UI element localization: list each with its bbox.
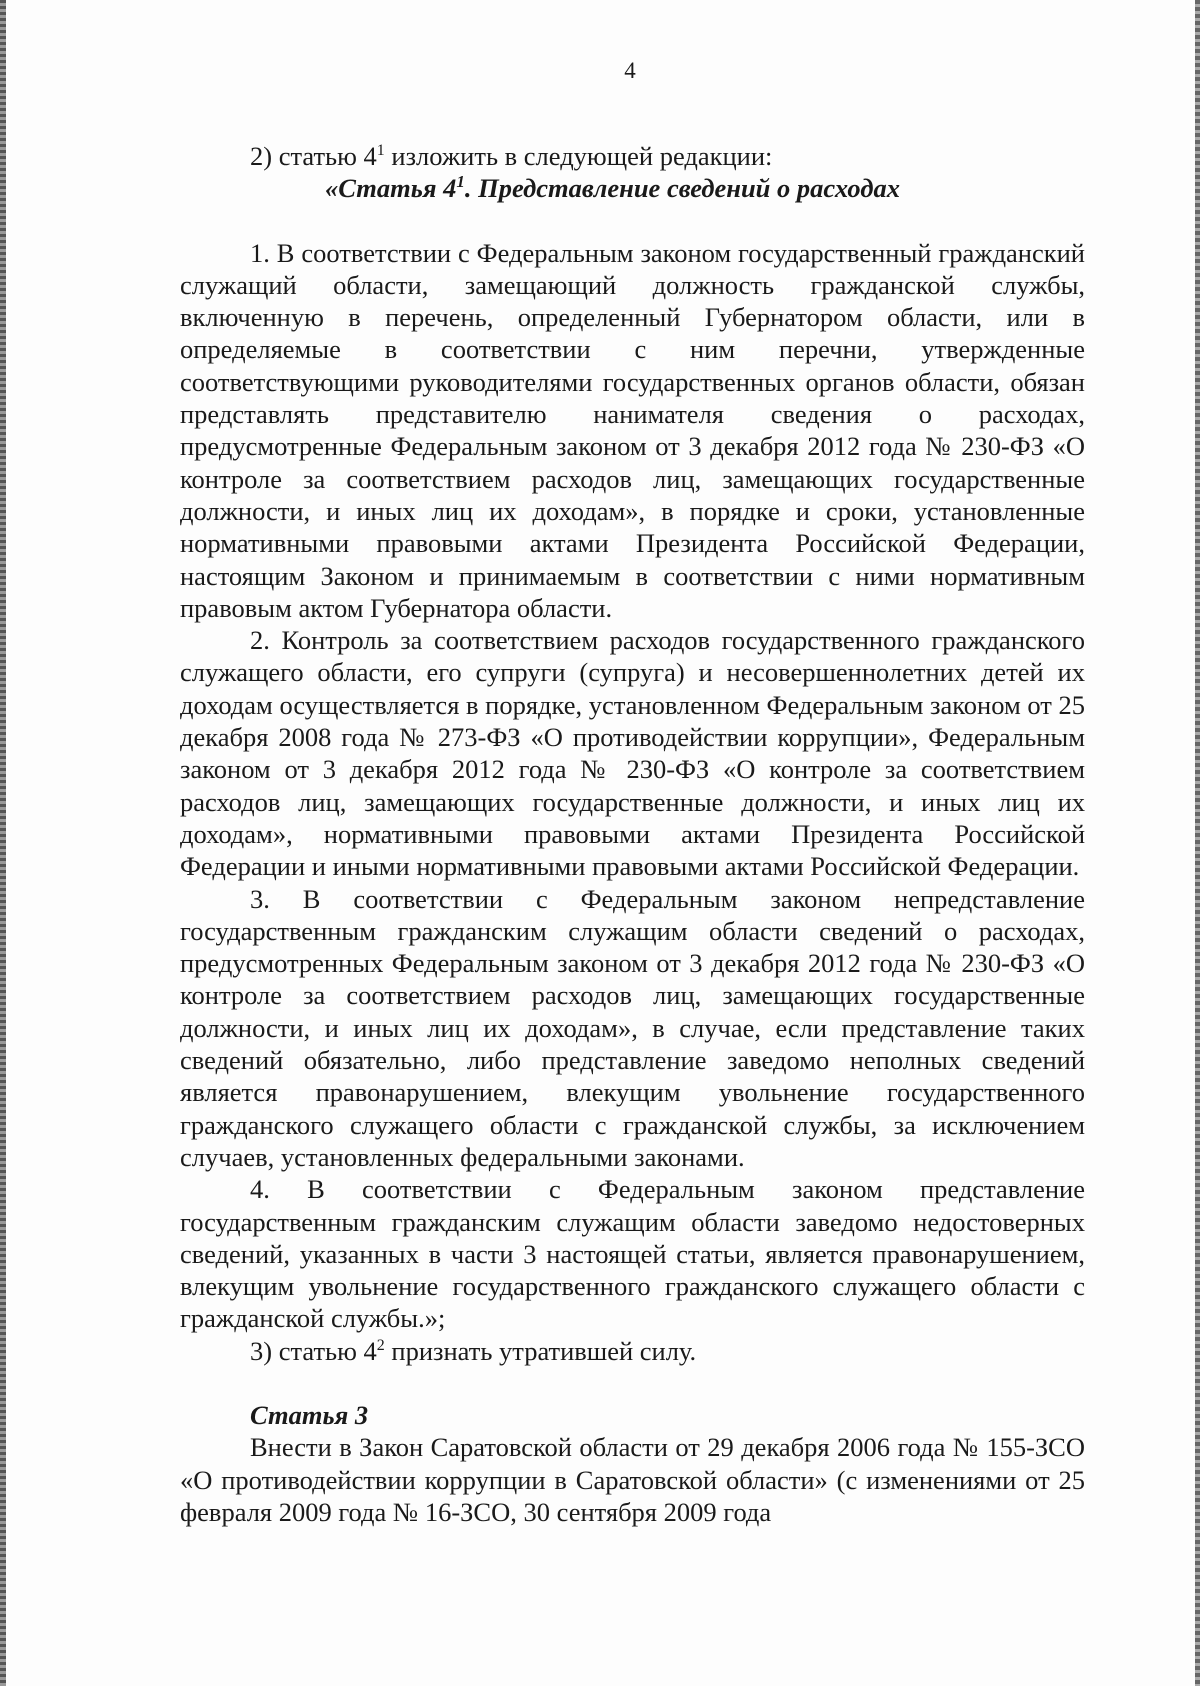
article-heading: «Статья $4^1$. Представление сведений о расходах: [325, 172, 900, 204]
amendment-item-2: 2) статью $4^1$ изложить в следующей редакции:: [250, 141, 773, 171]
spacer: [180, 205, 1085, 237]
spacer: [180, 1367, 1085, 1399]
article-3-title: Статья 3: [250, 1399, 369, 1430]
document-body: [180, 140, 1085, 1528]
paragraph-2: 2. Контроль за соответствием расходов государственного гражданского служащего области, его супруги (супруга) и несовершеннолетних детей их доходам осуществляется в порядке, установленном Федеральным законом от 25 декабря 2008 года № 273-ФЗ «О противодействии коррупции», Федеральным законом от 3 декабря 2012 года № 230-ФЗ «О контроле за соответствием расходов лиц, замещающих государственные должности, и иных лиц их доходам», нормативными правовыми актами Президента Российской Федерации и иными нормативными правовыми актами Российской Федерации.: [180, 625, 1085, 882]
paragraph-4: 4. В соответствии с Федеральным законом представление государственным гражданским служащим области заведомо недостоверных сведений, указанных в части 3 настоящей статьи, является правонарушением, влекущим увольнение государственного гражданского служащего области с гражданской службы.»;: [180, 1174, 1085, 1334]
paragraph-3: 3. В соответствии с Федеральным законом непредставление государственным гражданским служащим области сведений о расходах, предусмотренных Федеральным законом от 3 декабря 2012 года № 230-ФЗ «О контроле за соответствием расходов лиц, замещающих государственные должности, и иных лиц их доходам», в случае, если представление таких сведений обязательно, либо представление заведомо неполных сведений является правонарушением, влекущим увольнение государственного гражданского служащего области с гражданской службы, за исключением случаев, установленных федеральными законами.: [180, 883, 1085, 1172]
paragraph-1: 1. В соответствии с Федеральным законом государственный гражданский служащий области, замещающий должность гражданской службы, включенную в перечень, определенный Губернатором области, или в определяемые в соответствии с ним перечни, утвержденные соответствующими руководителями государственных органов области, обязан представлять представителю нанимателя сведения о расходах, предусмотренные Федеральным законом от 3 декабря 2012 года № 230-ФЗ «О контроле за соответствием расходов лиц, замещающих государственные должности, и иных лиц их доходам», в порядке и сроки, установленные нормативными правовыми актами Президента Российской Федерации, настоящим Законом и принимаемым в соответствии с ними нормативным правовым актом Губернатора области.: [180, 237, 1085, 623]
scan-edge-left: [0, 0, 6, 1686]
scan-edge-right: [1195, 0, 1200, 1686]
article-3-text: Внести в Закон Саратовской области от 29 декабря 2006 года № 155-ЗСО «О противодействии коррупции в Саратовской области» (с изменениями от 25 февраля 2009 года № 16-ЗСО, 30 сентября 2009 года: [180, 1432, 1085, 1527]
page-number: 4: [624, 58, 636, 83]
amendment-item-3: 3) статью $4^2$ признать утратившей силу.: [250, 1335, 697, 1366]
